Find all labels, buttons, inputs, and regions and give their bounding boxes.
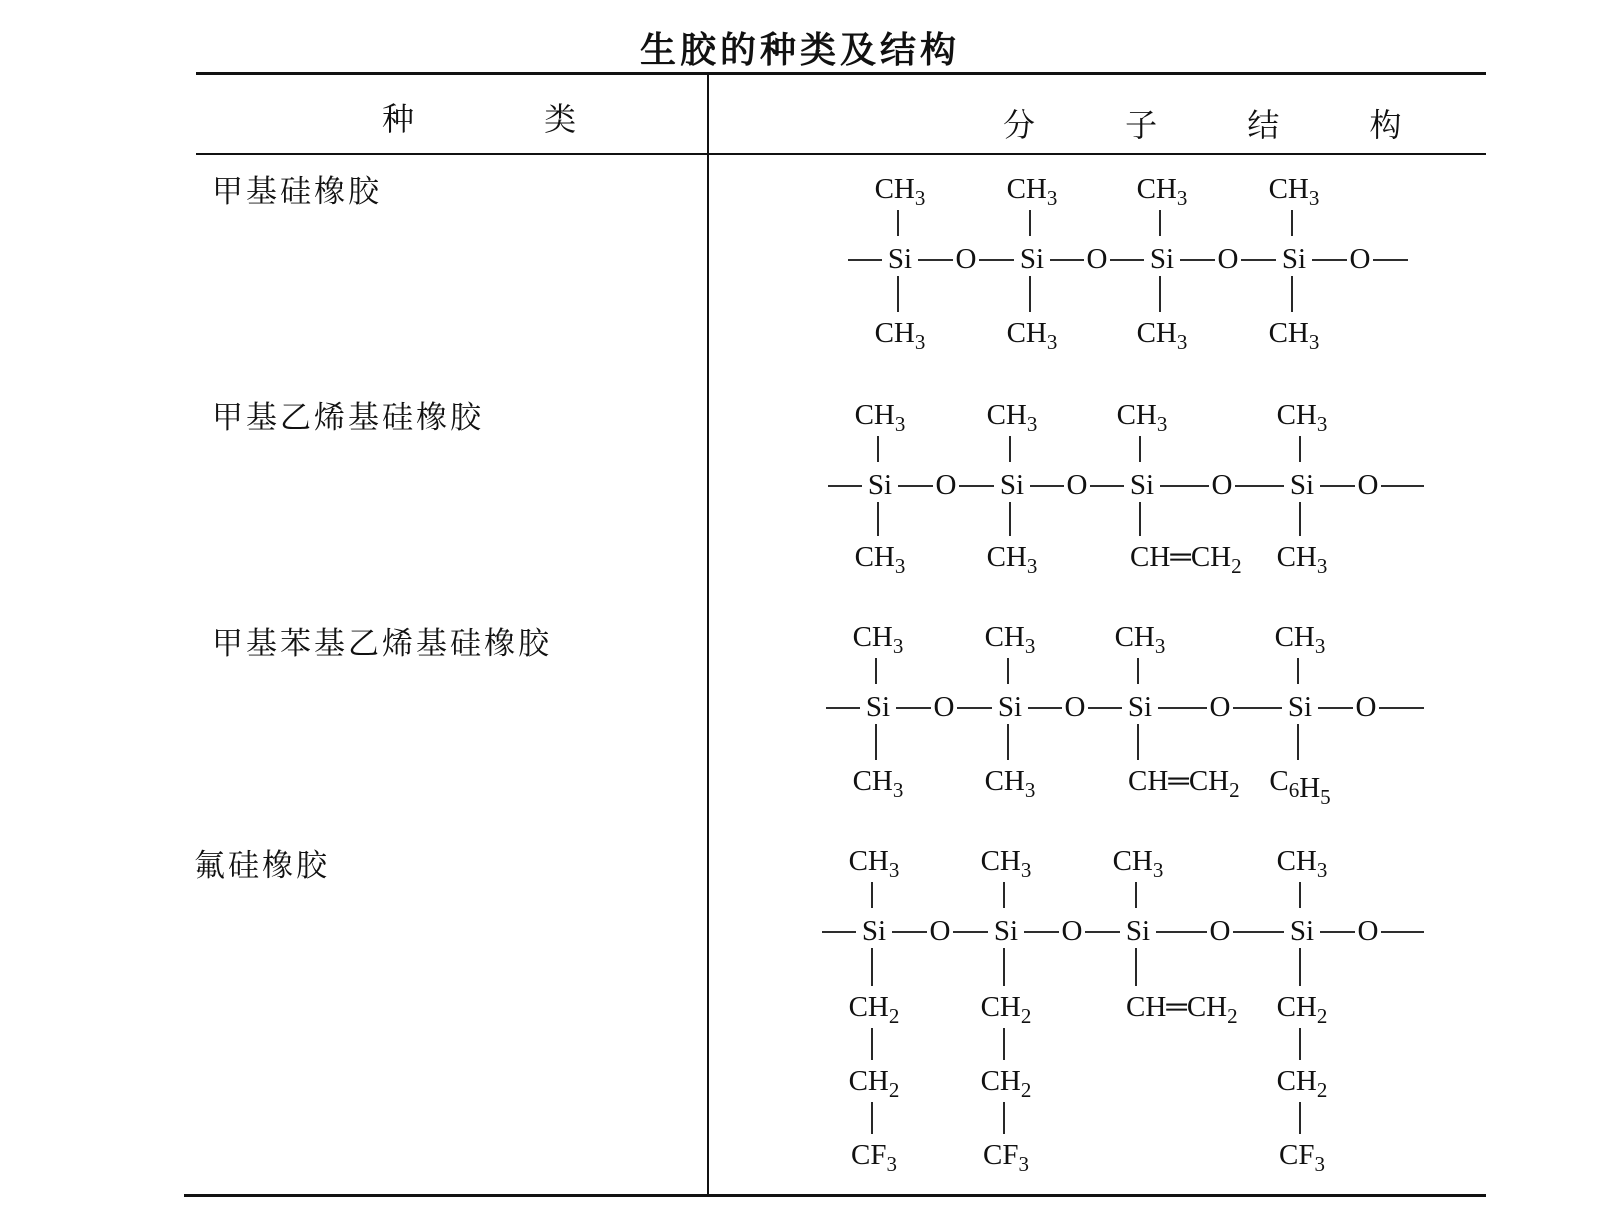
o-atom: O [1357, 915, 1379, 947]
top-substituent: $CH_3$ [1276, 845, 1328, 882]
o-atom: O [1209, 915, 1231, 947]
si-atom: Si [1019, 243, 1045, 275]
o-atom: O [1061, 915, 1083, 947]
si-atom: Si [1129, 469, 1155, 501]
o-atom: O [1357, 469, 1379, 501]
o-atom: O [1217, 243, 1239, 275]
o-atom: O [935, 469, 957, 501]
si-atom: Si [1149, 243, 1175, 275]
top-substituent: $CH_3$ [1114, 621, 1166, 658]
row-name-methyl: 甲基硅橡胶 [212, 174, 382, 210]
o-atom: O [1086, 243, 1108, 275]
bottom-substituent: $CH_2$ [980, 1065, 1032, 1102]
row-name-fluoro: 氟硅橡胶 [194, 848, 330, 884]
bottom-substituent: $CH_3$ [1268, 317, 1320, 354]
row-name-methyl-phenyl-vinyl: 甲基苯基乙烯基硅橡胶 [212, 626, 552, 662]
bottom-substituent: $CH_3$ [1006, 317, 1058, 354]
si-atom: Si [887, 243, 913, 275]
page-title: 生胶的种类及结构 [639, 30, 960, 71]
row-name-methyl-vinyl: 甲基乙烯基硅橡胶 [212, 400, 484, 436]
o-atom: O [1349, 243, 1371, 275]
bottom-substituent: $CH═CH_2$ [1126, 991, 1238, 1028]
si-atom: Si [997, 691, 1023, 723]
si-atom: Si [1281, 243, 1307, 275]
bottom-substituent: $CH_3$ [852, 765, 904, 802]
si-atom: Si [1127, 691, 1153, 723]
top-substituent: $CH_3$ [1276, 399, 1328, 436]
o-atom: O [955, 243, 977, 275]
o-atom: O [1066, 469, 1088, 501]
header-structure: 分 子 结 构 [1003, 106, 1442, 144]
bottom-substituent: $CH═CH_2$ [1130, 541, 1242, 578]
top-substituent: $CH_3$ [984, 621, 1036, 658]
bottom-substituent: $CF_3$ [1279, 1139, 1325, 1176]
o-atom: O [929, 915, 951, 947]
bottom-substituent: $CH_3$ [984, 765, 1036, 802]
si-atom: Si [861, 915, 887, 947]
bottom-substituent: $CH_2$ [1276, 991, 1328, 1028]
top-substituent: $CH_3$ [1006, 173, 1058, 210]
o-atom: O [933, 691, 955, 723]
o-atom: O [1355, 691, 1377, 723]
top-substituent: $CH_3$ [848, 845, 900, 882]
bottom-substituent: $CH_3$ [986, 541, 1038, 578]
top-substituent: $CH_3$ [874, 173, 926, 210]
top-substituent: $CH_3$ [1136, 173, 1188, 210]
top-substituent: $CH_3$ [980, 845, 1032, 882]
bottom-substituent: $C_6H_5$ [1269, 765, 1331, 809]
si-atom: Si [1289, 469, 1315, 501]
bottom-substituent: $CH_3$ [854, 541, 906, 578]
header-type: 种 类 [382, 100, 637, 138]
si-atom: Si [1287, 691, 1313, 723]
o-atom: O [1211, 469, 1233, 501]
si-atom: Si [1125, 915, 1151, 947]
si-atom: Si [865, 691, 891, 723]
bottom-substituent: $CH═CH_2$ [1128, 765, 1240, 802]
si-atom: Si [867, 469, 893, 501]
bottom-substituent: $CH_3$ [874, 317, 926, 354]
top-substituent: $CH_3$ [1268, 173, 1320, 210]
top-substituent: $CH_3$ [1116, 399, 1168, 436]
bottom-substituent: $CH_2$ [848, 1065, 900, 1102]
bottom-substituent: $CH_2$ [1276, 1065, 1328, 1102]
bottom-substituent: $CH_2$ [848, 991, 900, 1028]
bottom-substituent: $CF_3$ [851, 1139, 897, 1176]
bottom-substituent: $CF_3$ [983, 1139, 1029, 1176]
o-atom: O [1209, 691, 1231, 723]
si-atom: Si [999, 469, 1025, 501]
top-substituent: $CH_3$ [1112, 845, 1164, 882]
si-atom: Si [1289, 915, 1315, 947]
bottom-substituent: $CH_2$ [980, 991, 1032, 1028]
top-substituent: $CH_3$ [852, 621, 904, 658]
si-atom: Si [993, 915, 1019, 947]
o-atom: O [1064, 691, 1086, 723]
bottom-substituent: $CH_3$ [1136, 317, 1188, 354]
top-substituent: $CH_3$ [986, 399, 1038, 436]
top-substituent: $CH_3$ [1274, 621, 1326, 658]
top-substituent: $CH_3$ [854, 399, 906, 436]
bottom-substituent: $CH_3$ [1276, 541, 1328, 578]
